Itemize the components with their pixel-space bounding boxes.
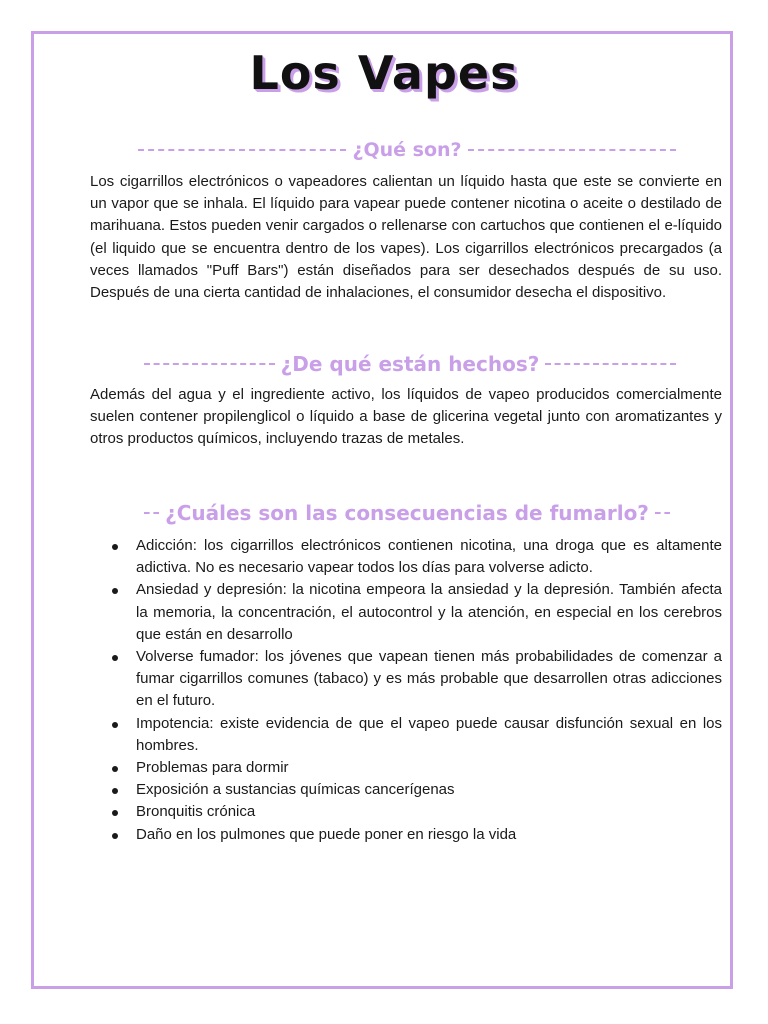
bullet-icon: [112, 588, 118, 594]
bullet-icon: [112, 766, 118, 772]
list-item: [90, 824, 722, 846]
paragraph-que-son: Los cigarrillos electrónicos o vapeadores calientan un líquido hasta que este se convierte en un vapor que se inhala. El líquido para vapear puede contener nicotina o aceite o destilado de marihuana. Estos pueden venir cargados o rellenarse con cartuchos que contienen el e-líquido (el liquido que se encuentra dentro de los vapes). Los cigarrillos electrónicos precargados (a veces llamados "Puff Bars") están diseñados para ser desechados después de su uso. Después de una cierta cantidad de inhalaciones, el consumidor desecha el dispositivo.: [90, 173, 722, 302]
list-item-text: Ansiedad y depresión: la nicotina empeora la ansiedad y la depresión. También afecta la memoria, la concentración, el autocontrol y la atención, en especial en los cerebros que están en desarrollo: [136, 581, 722, 643]
bullet-icon: [112, 810, 118, 816]
heading-dash-left: [144, 512, 159, 514]
bullet-icon: [112, 655, 118, 661]
list-item-text: Exposición a sustancias químicas cancerígenas: [136, 781, 455, 799]
list-item: [90, 779, 722, 801]
list-item: [90, 713, 722, 757]
list-item: [90, 646, 722, 713]
heading-dash-right: [655, 512, 670, 514]
list-item-text: Problemas para dormir: [136, 759, 289, 777]
list-item-text: Daño en los pulmones que puede poner en riesgo la vida: [136, 825, 517, 843]
heading-dash-right: [545, 363, 676, 365]
page-title: Los Vapes: [249, 46, 519, 100]
section-heading-consecuencias: [144, 501, 670, 525]
list-item-text: Adicción: los cigarrillos electrónicos contienen nicotina, una droga que es altamente adictiva. No es necesario vapear todos los días para volverse adicto.: [136, 537, 722, 577]
heading-dash-right: [468, 149, 676, 151]
paragraph-de-que-estan-hechos: Además del agua y el ingrediente activo, los líquidos de vapeo producidos comercialmente suelen contener propilenglicol o líquido a base de glicerina vegetal junto con aromatizantes y otros productos químicos, incluyendo trazas de metales.: [90, 386, 722, 448]
list-item: [90, 801, 722, 823]
bullet-icon: [112, 544, 118, 550]
section-heading-que-son: [138, 139, 676, 161]
list-item-text: Volverse fumador: los jóvenes que vapean tienen más probabilidades de comenzar a fumar cigarrillos comunes (tabaco) y es más probable que desarrollen otras adicciones en el futuro.: [136, 648, 722, 710]
heading-dash-left: [144, 363, 275, 365]
list-item-text: Impotencia: existe evidencia de que el vapeo puede causar disfunción sexual en los hombres.: [136, 714, 722, 754]
heading-text: ¿Qué son?: [352, 139, 462, 161]
bullet-icon: [112, 722, 118, 728]
list-item: [90, 757, 722, 779]
consequences-list: [90, 535, 722, 846]
bullet-icon: [112, 833, 118, 839]
heading-text: ¿De qué están hechos?: [280, 352, 540, 376]
list-item: [90, 579, 722, 646]
section-heading-de-que-estan-hechos: [144, 352, 676, 376]
list-item: [90, 535, 722, 579]
bullet-icon: [112, 788, 118, 794]
list-item-text: Bronquitis crónica: [136, 803, 256, 821]
heading-dash-left: [138, 149, 346, 151]
heading-text: ¿Cuáles son las consecuencias de fumarlo?: [165, 501, 649, 525]
